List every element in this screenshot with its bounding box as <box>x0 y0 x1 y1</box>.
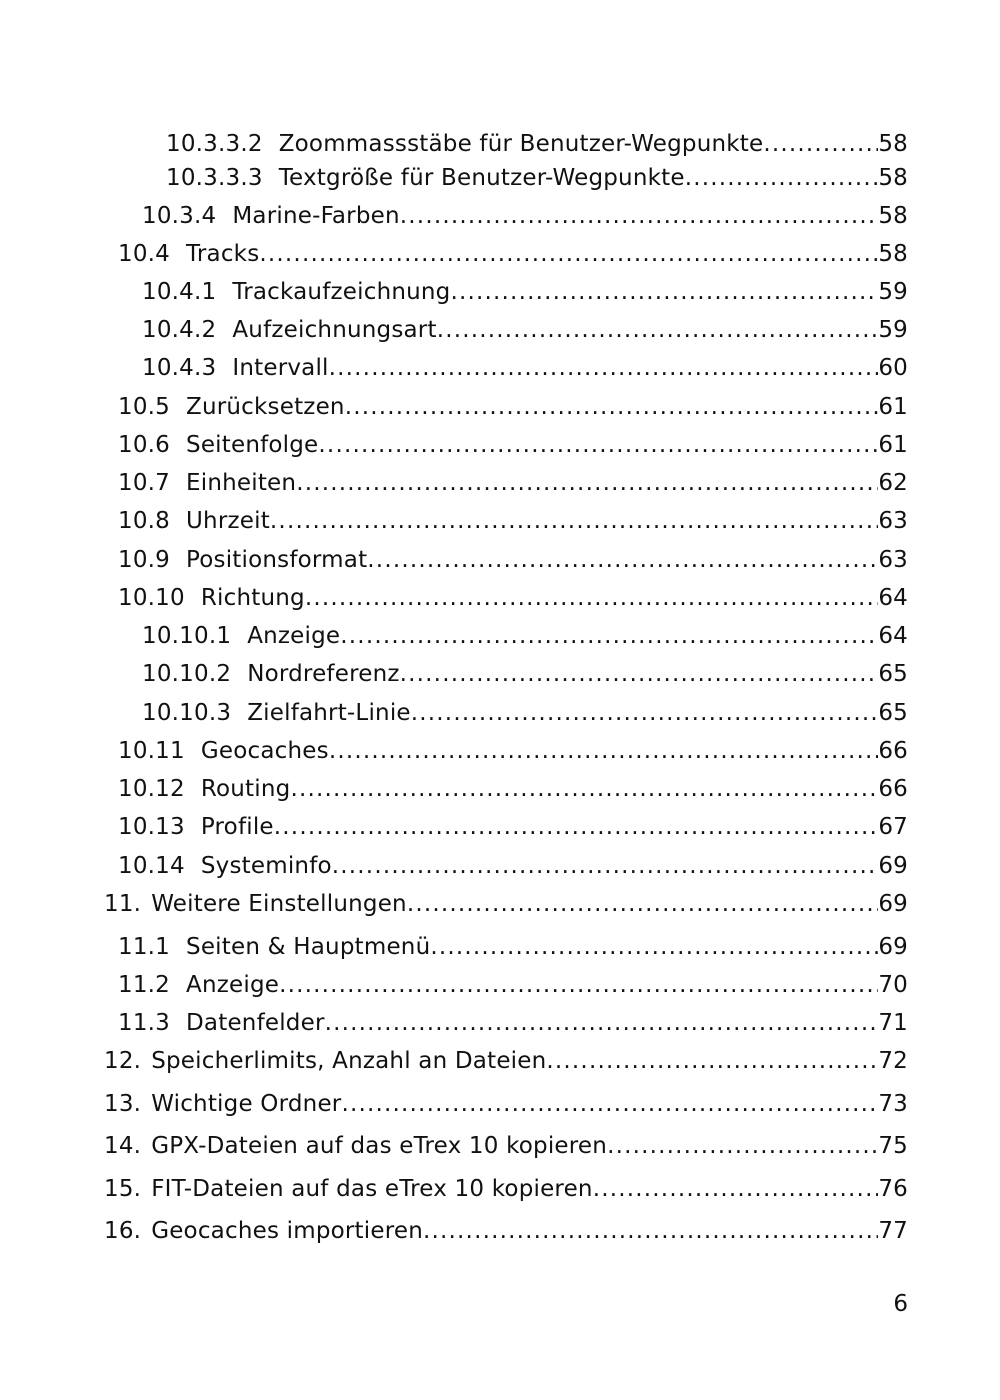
toc-entry-number: 10.6 <box>118 432 171 458</box>
toc-dot-leader <box>329 352 878 384</box>
toc-entry-number: 10.12 <box>118 776 185 802</box>
toc-entry-page: 69 <box>878 891 908 917</box>
toc-dot-leader <box>296 467 878 499</box>
toc-entry-number: 10.3.4 <box>142 203 217 229</box>
toc-dot-leader <box>367 544 878 576</box>
toc-entry-number: 11. <box>104 891 142 917</box>
toc-entry-title: Wichtige Ordner <box>151 1091 342 1117</box>
toc-entry[interactable] <box>104 1130 908 1162</box>
toc-entry[interactable] <box>142 276 908 308</box>
toc-entry[interactable] <box>166 162 908 194</box>
toc-dot-leader <box>407 888 878 920</box>
toc-dot-leader <box>763 128 878 160</box>
toc-dot-leader <box>685 162 878 194</box>
toc-entry-page: 66 <box>878 738 908 764</box>
toc-entry-page: 64 <box>878 623 908 649</box>
toc-entry-title: Einheiten <box>186 470 297 496</box>
toc-entry-title: Anzeige <box>186 972 280 998</box>
toc-entry-title: Textgröße für Benutzer-Wegpunkte <box>278 165 685 191</box>
toc-entry[interactable] <box>118 582 908 614</box>
toc-dot-leader <box>400 200 878 232</box>
toc-entry-number: 11.2 <box>118 972 171 998</box>
toc-entry-page: 77 <box>878 1218 908 1244</box>
toc-entry-title: Richtung <box>200 585 305 611</box>
toc-entry-number: 10.7 <box>118 470 171 496</box>
toc-entry-title: Marine-Farben <box>232 203 400 229</box>
toc-entry-number: 10.4.3 <box>142 355 217 381</box>
toc-entry-page: 58 <box>878 131 908 157</box>
toc-entry[interactable] <box>118 1007 908 1039</box>
toc-entry-number: 10.9 <box>118 547 171 573</box>
toc-entry-title: Weitere Einstellungen <box>151 891 407 917</box>
toc-entry[interactable] <box>118 850 908 882</box>
toc-entry[interactable] <box>118 505 908 537</box>
toc-entry-page: 71 <box>878 1010 908 1036</box>
toc-entry-page: 61 <box>878 432 908 458</box>
toc-dot-leader <box>329 735 878 767</box>
toc-entry-title: Datenfelder <box>186 1010 325 1036</box>
toc-entry-page: 64 <box>878 585 908 611</box>
toc-dot-leader <box>450 276 878 308</box>
toc-dot-leader <box>423 1215 878 1247</box>
toc-entry-title: Speicherlimits, Anzahl an Dateien <box>151 1048 547 1074</box>
toc-entry-page: 60 <box>878 355 908 381</box>
toc-entry-title: Aufzeichnungsart <box>232 317 437 343</box>
toc-entry-number: 16. <box>104 1218 142 1244</box>
toc-entry-title: Uhrzeit <box>186 508 270 534</box>
toc-entry-number: 10.10.1 <box>142 623 232 649</box>
toc-entry-title: Geocaches <box>200 738 329 764</box>
toc-dot-leader <box>340 620 878 652</box>
toc-entry-number: 10.3.3.3 <box>166 165 263 191</box>
toc-dot-leader <box>290 773 878 805</box>
toc-dot-leader <box>259 238 878 270</box>
toc-entry[interactable] <box>142 697 908 729</box>
toc-entry-number: 10.4 <box>118 241 171 267</box>
toc-entry-page: 69 <box>878 934 908 960</box>
toc-entry-page: 70 <box>878 972 908 998</box>
toc-entry[interactable] <box>118 467 908 499</box>
toc-entry-page: 61 <box>878 394 908 420</box>
toc-entry-page: 73 <box>878 1091 908 1117</box>
toc-entry-title: Geocaches importieren <box>151 1218 423 1244</box>
toc-entry-page: 65 <box>878 661 908 687</box>
toc-entry-number: 11.1 <box>118 934 171 960</box>
toc-entry-page: 63 <box>878 547 908 573</box>
toc-entry[interactable] <box>166 128 908 160</box>
toc-entry-page: 76 <box>878 1176 908 1202</box>
page-number: 6 <box>893 1291 908 1317</box>
toc-entry[interactable] <box>118 429 908 461</box>
toc-entry-page: 63 <box>878 508 908 534</box>
toc-entry-page: 59 <box>878 279 908 305</box>
toc-dot-leader <box>318 429 878 461</box>
toc-entry-page: 58 <box>878 241 908 267</box>
toc-entry-page: 67 <box>878 814 908 840</box>
toc-entry[interactable] <box>142 352 908 384</box>
toc-entry[interactable] <box>118 931 908 963</box>
toc-entry-number: 12. <box>104 1048 142 1074</box>
toc-dot-leader <box>341 1088 878 1120</box>
toc-entry[interactable] <box>118 811 908 843</box>
toc-dot-leader <box>325 1007 878 1039</box>
toc-dot-leader <box>546 1045 878 1077</box>
toc-entry-title: GPX-Dateien auf das eTrex 10 kopieren <box>151 1133 608 1159</box>
toc-entry[interactable] <box>118 391 908 423</box>
toc-dot-leader <box>437 314 878 346</box>
toc-entry-page: 69 <box>878 853 908 879</box>
toc-entry-number: 14. <box>104 1133 142 1159</box>
toc-entry-page: 75 <box>878 1133 908 1159</box>
toc-entry[interactable] <box>142 620 908 652</box>
toc-entry-number: 13. <box>104 1091 142 1117</box>
toc-entry-title: Zielfahrt-Linie <box>247 700 411 726</box>
toc-entry-title: Anzeige <box>247 623 341 649</box>
toc-dot-leader <box>411 697 878 729</box>
toc-entry[interactable] <box>142 658 908 690</box>
toc-entry-number: 10.4.2 <box>142 317 217 343</box>
toc-entry-title: Systeminfo <box>200 853 332 879</box>
toc-entry-page: 66 <box>878 776 908 802</box>
toc-entry-title: Tracks <box>186 241 260 267</box>
toc-entry[interactable] <box>142 314 908 346</box>
toc-entry[interactable] <box>118 773 908 805</box>
toc-dot-leader <box>607 1130 878 1162</box>
toc-entry-title: Seiten & Hauptmenü <box>186 934 431 960</box>
toc-entry-number: 10.10.2 <box>142 661 232 687</box>
toc-entry[interactable] <box>104 888 908 920</box>
toc-entry-title: Seitenfolge <box>186 432 319 458</box>
toc-dot-leader <box>305 582 878 614</box>
toc-entry-page: 58 <box>878 165 908 191</box>
toc-entry-title: Intervall <box>232 355 329 381</box>
toc-entry[interactable] <box>118 238 908 270</box>
toc-entry-title: Zoommassstäbe für Benutzer-Wegpunkte <box>278 131 764 157</box>
toc-entry[interactable] <box>118 735 908 767</box>
toc-entry-number: 15. <box>104 1176 142 1202</box>
toc-entry-title: Trackaufzeichnung <box>232 279 451 305</box>
toc-entry-page: 65 <box>878 700 908 726</box>
toc-entry-number: 10.5 <box>118 394 171 420</box>
toc-entry[interactable] <box>104 1173 908 1205</box>
toc-entry-title: Zurücksetzen <box>186 394 345 420</box>
toc-entry-number: 10.10 <box>118 585 185 611</box>
toc-dot-leader <box>593 1173 878 1205</box>
toc-dot-leader <box>400 658 878 690</box>
toc-dot-leader <box>270 505 878 537</box>
toc-entry-number: 11.3 <box>118 1010 171 1036</box>
toc-dot-leader <box>274 811 878 843</box>
toc-entry[interactable] <box>104 1045 908 1077</box>
toc-dot-leader <box>279 969 878 1001</box>
toc-entry[interactable] <box>104 1088 908 1120</box>
toc-entry-number: 10.3.3.2 <box>166 131 263 157</box>
toc-entry-number: 10.11 <box>118 738 185 764</box>
toc-entry-number: 10.14 <box>118 853 185 879</box>
toc-entry-number: 10.13 <box>118 814 185 840</box>
toc-entry[interactable] <box>118 544 908 576</box>
toc-entry[interactable] <box>118 969 908 1001</box>
toc-entry-number: 10.10.3 <box>142 700 232 726</box>
toc-entry-number: 10.8 <box>118 508 171 534</box>
toc-entry-title: FIT-Dateien auf das eTrex 10 kopieren <box>151 1176 593 1202</box>
toc-entry-page: 58 <box>878 203 908 229</box>
toc-entry[interactable] <box>142 200 908 232</box>
toc-dot-leader <box>345 391 878 423</box>
toc-entry-title: Nordreferenz <box>247 661 400 687</box>
toc-dot-leader <box>430 931 878 963</box>
toc-entry-page: 72 <box>878 1048 908 1074</box>
toc-entry-title: Positionsformat <box>186 547 368 573</box>
toc-entry-title: Profile <box>200 814 274 840</box>
toc-entry-number: 10.4.1 <box>142 279 217 305</box>
toc-entry-page: 62 <box>878 470 908 496</box>
toc-dot-leader <box>332 850 878 882</box>
toc-entry[interactable] <box>104 1215 908 1247</box>
toc-entry-title: Routing <box>200 776 291 802</box>
toc-entry-page: 59 <box>878 317 908 343</box>
